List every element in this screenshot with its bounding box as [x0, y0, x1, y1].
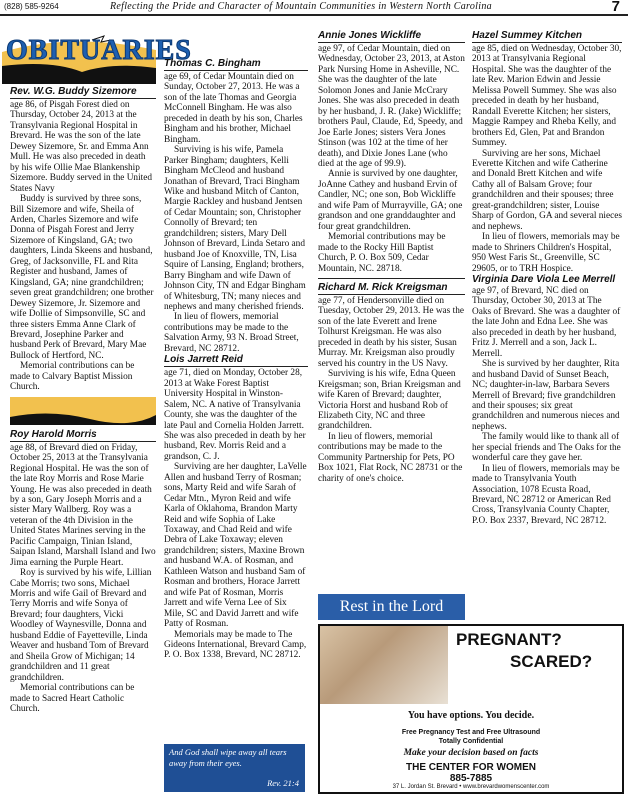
obituary-paragraph: age 97, of Brevard, NC died on Thursday, October 30, 2013 at The Oaks of Brevard. She was a daughter of the late John and Edna Lee. She was also preceded in death by her husband, Fritz J. Merrell and a son, Jack L. Merrell.	[472, 285, 621, 359]
obituary-wickliffe	[318, 30, 465, 274]
obituary-paragraph: Surviving are her sons, Michael Everette Kitchen and wife Catherine and Donald Brett Kitchen and wife Cathy all of Balsam Grove; four grandchildren and their spouses; three great-grandchildren; sister, Louise Sharp of Gordon, GA and several nieces and nephews.	[472, 148, 622, 232]
ad-options: You have options. You decide.	[407, 710, 535, 721]
obituary-paragraph: age 86, of Pisgah Forest died on Thursday, October 24, 2013 at the Transylvania Regional Hospital in Brevard. He was the son of the late Dewey Sizemore, Sr. and Emma Ann Mull. He was also preceded in death by his wife Ollie Mae Blankenship Sizemore. Buddy served in the United States Navy	[10, 100, 153, 194]
ad-phone[interactable]: 885-7885	[449, 773, 493, 784]
page-header	[0, 0, 628, 16]
obituaries-banner	[2, 32, 192, 84]
obituary-name: Virginia Dare Viola Lee Merrell	[472, 273, 616, 285]
obituary-paragraph: age 97, of Cedar Mountain, died on Wednesday, October 23, 2013, at Aston Park Nursing Home in Asheville, NC. She was the daughter of the late Solomon Jones and Janie McCrary Jones. She was also preceded in death by her husband, J. R. (Jake) Wickliffe; brothers Paul, Claude, Ed, Speedy, and Joe Earle Jones; sisters Vera Jones Stinson (was 102 at the time of her death), and Dixie Jones Lane (who died at the age of 99.9).	[318, 44, 465, 169]
obituary-name: Rev. W.G. Buddy Sizemore	[10, 86, 156, 99]
obituary-paragraph: age 71, died on Monday, October 28, 2013 at Wake Forest Baptist University Hospital in Winston-Salem, NC. A native of Transylvania County, she was the daughter of the late Paul and Cornelia Holden Jarrett. She was also preceded in death by her husband, Rev. Morris Reid and a grandson, C. J.	[164, 368, 306, 462]
column-3	[318, 30, 465, 484]
ad-services-line-2: Totally Confidential	[438, 738, 504, 745]
divider	[318, 278, 465, 279]
obituary-name: Lois Jarrett Reid	[164, 354, 308, 367]
ad-headline-scared: SCARED?	[510, 652, 593, 671]
obituary-paragraph: Surviving is his wife, Pamela Parker Bingham; daughters, Kelli Bingham McCleod and husband Jonathan of Brevard, Traci Bingham Wike and husband Mitch of Canton, Margie Rackley and husband Jentsen of Cedar Mountain; son, Christopher Connolly of Brevard; ten grandchildren; sisters, Mary Dell Johnson of Brevard, Linda Setaro and husband Joe of Knoxville, TN, Lisa Squire of Lansing, England; brothers, Barry Bingham and wife Dawn of Johnson City, TN and Edgar Bingham of Whitesburg, TN; many nieces and nephews and many cherished friends.	[164, 145, 306, 312]
ad-make-decision: Make your decision based on facts	[403, 748, 539, 758]
obituary-name: Annie Jones Wickliffe	[318, 30, 465, 43]
obituary-paragraph: age 88, of Brevard died on Friday, October 25, 2013 at the Transylvania Regional Hospital. He was the son of the late Roy Morris and Rose Marie Young. He was also preceded in death by a son, Gary Joseph Morris and a sister Mary Wallberg. Roy was a veteran of the 4th Division in the United States Marines serving in the Pacific Campaign, Tinian Island, Saipan Island, Marshall Island and Iwo Jima earning the Purple Heart.	[10, 442, 156, 568]
obituary-paragraph: Memorials may be made to The Gideons International, Brevard Camp, P. O. Box 1338, Brevard, NC 28712.	[164, 629, 307, 661]
obituary-paragraph: Surviving is his wife, Edna Queen Kreigsman; son, Brian Kreigsman and wife Karen of Brevard; daughter, Victoria Horst and husband Rob of Elizabeth City, NC and three grandchildren.	[318, 369, 461, 432]
obituary-paragraph: age 69, of Cedar Mountain died on Sunday, October 27, 2013. He was a son of the late Thomas and Georgia McConnell Bingham. He was also preceded in death by his son, Charles Bingham and his brother, Michael Bingham.	[164, 72, 303, 145]
bible-verse-box	[164, 744, 305, 792]
obituary-paragraph: Buddy is survived by three sons, Bill Sizemore and wife, Sheila of Arden, Charles Sizemore and wife Donna of Pisgah Forest and Jerry Sizemore of Kingsland, GA; two daughters, Linda Skeens and husband, Greg, of Jacksonville, FL and Rita Register and husband, James of Kingsland, GA; nine grandchildren; seven great grandchildren; one brother Dewey Sizemore, Jr. Sizemore and wife Dollie of Simpsonville, SC and three sisters Emma Anne Clark of Brevard, Josephine Parker and husband Perk of Brevard, Mary Mae Bullock of Hertford, NC.	[10, 194, 154, 361]
obituary-paragraph: In lieu of flowers, memorial contributions may be made to the Salvation Army, 93 N. Broad Street, Brevard, NC 28712.	[164, 312, 299, 354]
column-2	[164, 58, 308, 661]
obituary-name: Roy Harold Morris	[10, 429, 156, 442]
obituary-name: Hazel Summey Kitchen	[472, 30, 622, 43]
obituary-morris	[10, 429, 156, 715]
bird-divider-art	[10, 397, 156, 425]
ad-center-name: THE CENTER FOR WOMEN	[406, 762, 536, 773]
obituary-paragraph: Memorial contributions can be made to Sacred Heart Catholic Church.	[10, 683, 135, 715]
obituary-paragraph: Annie is survived by one daughter, JoAnne Cathey and husband Ervin of Candler, NC; one son, Bob Wickliffe and wife Pam of Murrayville, GA; one grandson and one granddaughter and four great grandchildren.	[318, 169, 463, 232]
obituary-kreigsman	[318, 282, 465, 484]
ad-services-line-1: Free Pregnancy Test and Free Ultrasound	[401, 729, 541, 736]
obituary-paragraph: Memorial contributions may be made to the Rocky Hill Baptist Church, P. O. Box 509, Cedar Mountain, NC. 28718.	[318, 232, 446, 274]
obituary-name: Thomas C. Bingham	[164, 58, 308, 71]
obituary-paragraph: Surviving are her daughter, LaVelle Allen and husband Terry of Rosman; sons, Marty Reid and wife Sarah of Cedar Mtn., Myron Reid and wife Karla of Oklahoma, Brandon Marty Reid and wife Sophia of Lake Toxaway, and Chad Reid and wife Debra of Lake Toxaway; eleven grandchildren; sisters, Maxine Brown and husband W.A. of Rosman, and Kathleen Watson and husband Sam of Rosman and brothers, Horace Jarrett and wife Pat of Rosman, Morris Jarrett and wife Verna Lee of Six Mile, SC and David Jarrett and wife Patty of Rosman.	[164, 462, 307, 630]
obituary-paragraph: She is survived by her daughter, Rita and husband David of Sunset Beach, NC; daughter-in-law, Barbara Severs Merrell of Brevard; five grandchildren and their spouses; six great grandchildren and numerous nieces and nephews.	[472, 359, 620, 432]
pregnancy-center-ad[interactable]	[318, 624, 624, 794]
ad-services	[320, 728, 622, 746]
ad-headline-pregnant: PREGNANT?	[456, 630, 562, 649]
ad-photo	[320, 626, 448, 704]
obituary-sizemore	[10, 86, 156, 393]
section-title: OBITUARIES	[6, 35, 192, 66]
obituary-kitchen	[472, 30, 622, 274]
page-number: 7	[611, 0, 620, 15]
obituary-paragraph: Roy is survived by his wife, Lillian Cabe Morris; two sons, Michael Morris and wife Gail of Brevard and Terry Morris and wife Sonya of Brevard; four daughters, Vicki Woodley of Waynesville, Donna and husband Eddie of Fayetteville, Linda Weaver and husband Tom of Brevard and Sheila Grow of Michigan; 14 grandchildren and 11 great grandchildren.	[10, 568, 152, 683]
obituary-paragraph: The family would like to thank all of her special friends and The Oaks for the wonderful care they gave her.	[472, 432, 621, 464]
obituary-bingham	[164, 58, 308, 354]
column-4	[472, 30, 622, 526]
obituary-merrell	[472, 274, 622, 526]
obituary-paragraph: In lieu of flowers, memorial contributions may be made to the Community Partnership for Pets, PO Box 1021, Flat Rock, NC 28731 or the charity of one's choice.	[318, 431, 463, 484]
ad-address[interactable]: 37 L. Jordan St. Brevard • www.brevardwomenscenter.com	[392, 784, 550, 790]
obituary-paragraph: In lieu of flowers, memorials may be made to Shriners Children's Hospital, 950 West Faris St., Greenville, SC 29605, or to TRH Hospice.	[472, 232, 620, 274]
obituary-paragraph: age 85, died on Wednesday, October 30, 2013 at Transylvania Regional Hospital. She was the daughter of the late Rev. Marion Edwin and Jessie Melissa Powell Summey. She was also preceded in death by her husband, Randall Everette Kitchen; her sisters, Maggie Rampey and Rheba Kelly, and brothers Ed, Glen, Pat and Brandon Summey.	[472, 44, 622, 149]
obituary-name: Richard M. Rick Kreigsman	[318, 282, 465, 295]
column-1	[10, 86, 156, 714]
rest-in-the-lord-banner: Rest in the Lord	[318, 594, 465, 620]
obituary-paragraph: Memorial contributions can be made to Calvary Baptist Mission Church.	[10, 361, 135, 393]
header-tagline: Reflecting the Pride and Character of Mountain Communities in Western North Carolina	[110, 1, 492, 12]
obituary-reid	[164, 354, 308, 661]
verse-reference: Rev. 21:4	[267, 778, 299, 788]
obituary-paragraph: age 77, of Hendersonville died on Tuesday, October 29, 2013. He was the son of the late Everett and Irene Tolhurst Kreigsman. He was also preceded in death by his sister, Susan Murray. Mr. Kreigsman also proudly served his country in the US Navy.	[318, 295, 464, 369]
verse-text: And God shall wipe away all tears away from their eyes.	[169, 747, 287, 768]
header-phone: (828) 585-9264	[4, 2, 59, 11]
obituary-paragraph: In lieu of flowers, memorials may be made to Transylvania Youth Association, 1078 Ecusta Road, Brevard, NC 28712 or American Red Cross, Transylvania County Chapter, P.O. Box 2337, Brevard, NC 28712.	[472, 463, 620, 526]
